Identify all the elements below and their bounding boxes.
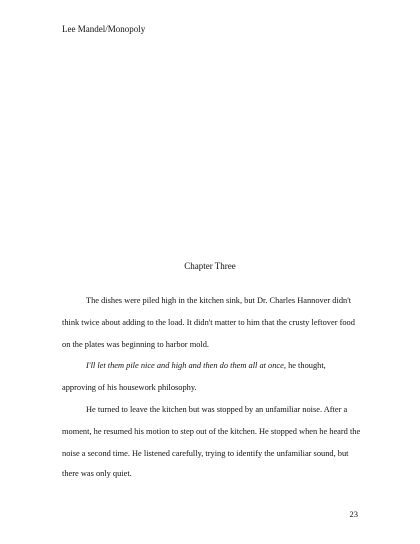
chapter-title: Chapter Three <box>184 261 236 271</box>
paragraph-3-line-1: He turned to leave the kitchen but was stopped by an unfamiliar noise. After a <box>86 405 348 414</box>
paragraph-2-line-2: approving of his housework philosophy. <box>62 383 197 392</box>
paragraph-2-line-1 <box>86 360 326 371</box>
paragraph-1-line-2: think twice about adding to the load. It didn't matter to him that the crusty leftover food <box>62 318 355 327</box>
inner-thought-text: I'll let them pile nice and high and then do them all at once, <box>86 361 286 370</box>
paragraph-3-line-3: noise a second time. He listened carefully, trying to identify the unfamiliar sound, but <box>62 449 349 458</box>
dialogue-tag-text: he thought, <box>285 361 326 370</box>
running-header: Lee Mandel/Monopoly <box>62 24 146 34</box>
paragraph-1-line-3: on the plates was beginning to harbor mold. <box>62 340 210 349</box>
page-number: 23 <box>349 509 358 519</box>
paragraph-1-line-1: The dishes were piled high in the kitchen sink, but Dr. Charles Hannover didn't <box>86 296 352 305</box>
body-text <box>62 295 372 478</box>
paragraph-3-line-2: moment, he resumed his motion to step out of the kitchen. He stopped when he heard the <box>62 427 361 436</box>
paragraph-3-line-4: there was only quiet. <box>62 469 132 478</box>
